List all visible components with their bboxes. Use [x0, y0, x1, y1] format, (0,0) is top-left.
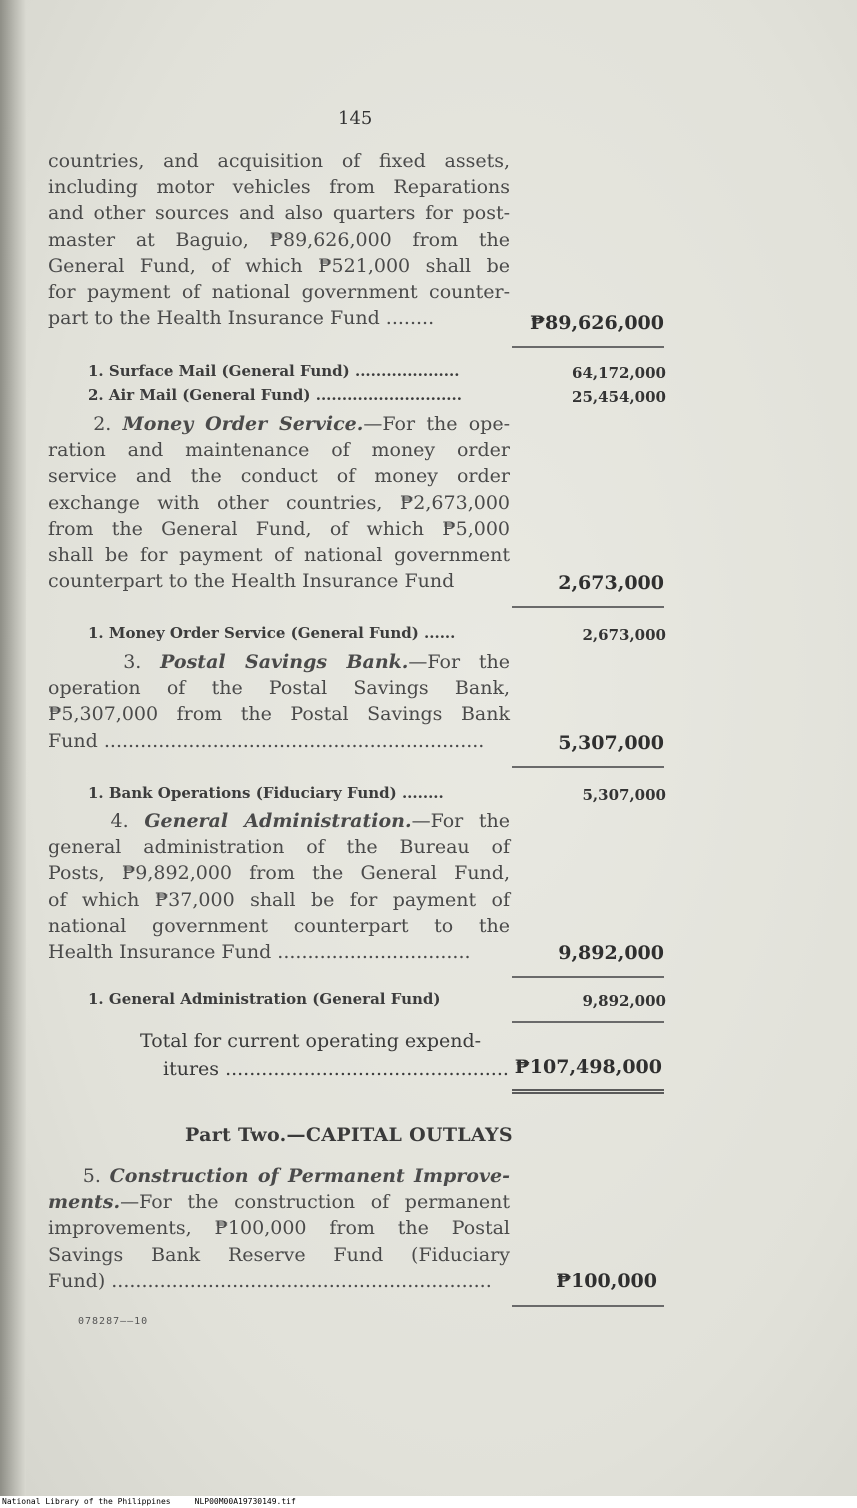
book-spine-shadow — [0, 0, 26, 1496]
construction-amount: ₱100,000 — [556, 1270, 657, 1292]
text-line: —For the — [411, 810, 510, 832]
general-administration-amount: 9,892,000 — [558, 942, 664, 964]
page-number: 145 — [338, 108, 373, 129]
text-line: Savings Bank Reserve Fund (Fiduciary — [48, 1243, 510, 1266]
text-line: counterpart to the Health Insurance Fund — [48, 570, 455, 593]
rule — [512, 606, 664, 608]
item-bank-operations: 1. Bank Operations (Fiduciary Fund) ........ — [88, 784, 444, 802]
section-heading-line-2 — [48, 1189, 510, 1215]
text-line: exchange with other countries, ₱2,673,000 — [48, 491, 510, 514]
text-line: shall be for payment of national government — [48, 544, 510, 567]
text-line: of which ₱37,000 shall be for payment of — [48, 888, 510, 911]
text-line: including motor vehicles from Reparations — [48, 176, 510, 199]
item-general-administration: 1. General Administration (General Fund) — [88, 990, 441, 1008]
text-line: part to the Health Insurance Fund ........ — [48, 307, 435, 330]
text-line: ₱5,307,000 from the Postal Savings Bank — [48, 703, 510, 726]
section-title: Money Order Service. — [122, 413, 364, 435]
text-line: Posts, ₱9,892,000 from the General Fund, — [48, 862, 510, 885]
section-number: 2. — [93, 413, 112, 435]
text-line: for payment of national government counter- — [48, 281, 510, 304]
total-amount: ₱107,498,000 — [514, 1056, 662, 1078]
item-air-mail: 2. Air Mail (General Fund) ............................ — [88, 386, 462, 404]
section-money-order — [48, 411, 510, 594]
text-line: general administration of the Bureau of — [48, 836, 510, 859]
text-line: Fund ............................................................... — [48, 729, 485, 752]
section-construction — [48, 1163, 510, 1294]
printer-mark: 078287——10 — [78, 1316, 149, 1327]
rule — [512, 1021, 664, 1023]
total-label-line-2: itures ............................................... — [163, 1058, 509, 1080]
item-general-administration-amount: 9,892,000 — [582, 992, 666, 1010]
section-heading-line — [48, 1163, 510, 1189]
section-number: 3. — [123, 651, 142, 673]
text-line: countries, and acquisition of fixed assets, — [48, 150, 510, 172]
section-title-cont: ments. — [48, 1191, 121, 1214]
rule — [512, 976, 664, 978]
text-line: improvements, ₱100,000 from the Postal — [48, 1217, 510, 1240]
item-money-order-amount: 2,673,000 — [582, 626, 666, 644]
intro-paragraph — [48, 148, 510, 331]
text-line: General Fund, of which ₱521,000 shall be — [48, 254, 510, 277]
rule — [512, 1305, 664, 1307]
rule — [512, 766, 664, 768]
text-line: master at Baguio, ₱89,626,000 from the — [48, 228, 510, 251]
text-line: operation of the Postal Savings Bank, — [48, 677, 510, 700]
item-air-mail-amount: 25,454,000 — [572, 388, 666, 406]
text-line: —For the — [408, 651, 510, 673]
text-line: service and the conduct of money order — [48, 465, 510, 488]
section-number: 4. — [110, 810, 129, 832]
item-money-order: 1. Money Order Service (General Fund) ...... — [88, 624, 456, 642]
intro-amount: ₱89,626,000 — [530, 312, 664, 334]
text-line: ration and maintenance of money order — [48, 439, 510, 462]
rule — [512, 346, 664, 348]
item-surface-mail-amount: 64,172,000 — [572, 364, 666, 382]
money-order-amount: 2,673,000 — [558, 572, 664, 594]
text-line: —For the ope- — [363, 413, 511, 435]
total-label-line-1: Total for current operating expend- — [140, 1030, 482, 1052]
double-rule — [512, 1089, 664, 1094]
section-general-administration — [48, 808, 510, 965]
postal-savings-amount: 5,307,000 — [558, 732, 664, 754]
text-line: Health Insurance Fund ................................ — [48, 941, 471, 964]
section-heading-line — [48, 808, 510, 834]
section-title: General Administration. — [144, 810, 412, 832]
text-line: and other sources and also quarters for post- — [48, 202, 510, 225]
scan-footer: National Library of the Philippines NLP00M00A19730149.tif — [0, 1496, 857, 1508]
section-title: Postal Savings Bank. — [160, 651, 409, 673]
text-line: —For the construction of permanent — [120, 1191, 510, 1214]
text-line: national government counterpart to the — [48, 914, 510, 937]
item-surface-mail: 1. Surface Mail (General Fund) .................... — [88, 362, 460, 380]
item-bank-operations-amount: 5,307,000 — [582, 786, 666, 804]
section-heading-line — [48, 649, 510, 675]
text-line: Fund) ............................................................... — [48, 1269, 492, 1292]
part-two-heading: Part Two.—CAPITAL OUTLAYS — [185, 1124, 513, 1146]
section-number: 5. — [82, 1165, 101, 1187]
section-title: Construction of Permanent Improve- — [109, 1165, 510, 1187]
section-postal-savings — [48, 649, 510, 754]
text-line: from the General Fund, of which ₱5,000 — [48, 517, 510, 540]
section-heading-line — [48, 411, 510, 437]
